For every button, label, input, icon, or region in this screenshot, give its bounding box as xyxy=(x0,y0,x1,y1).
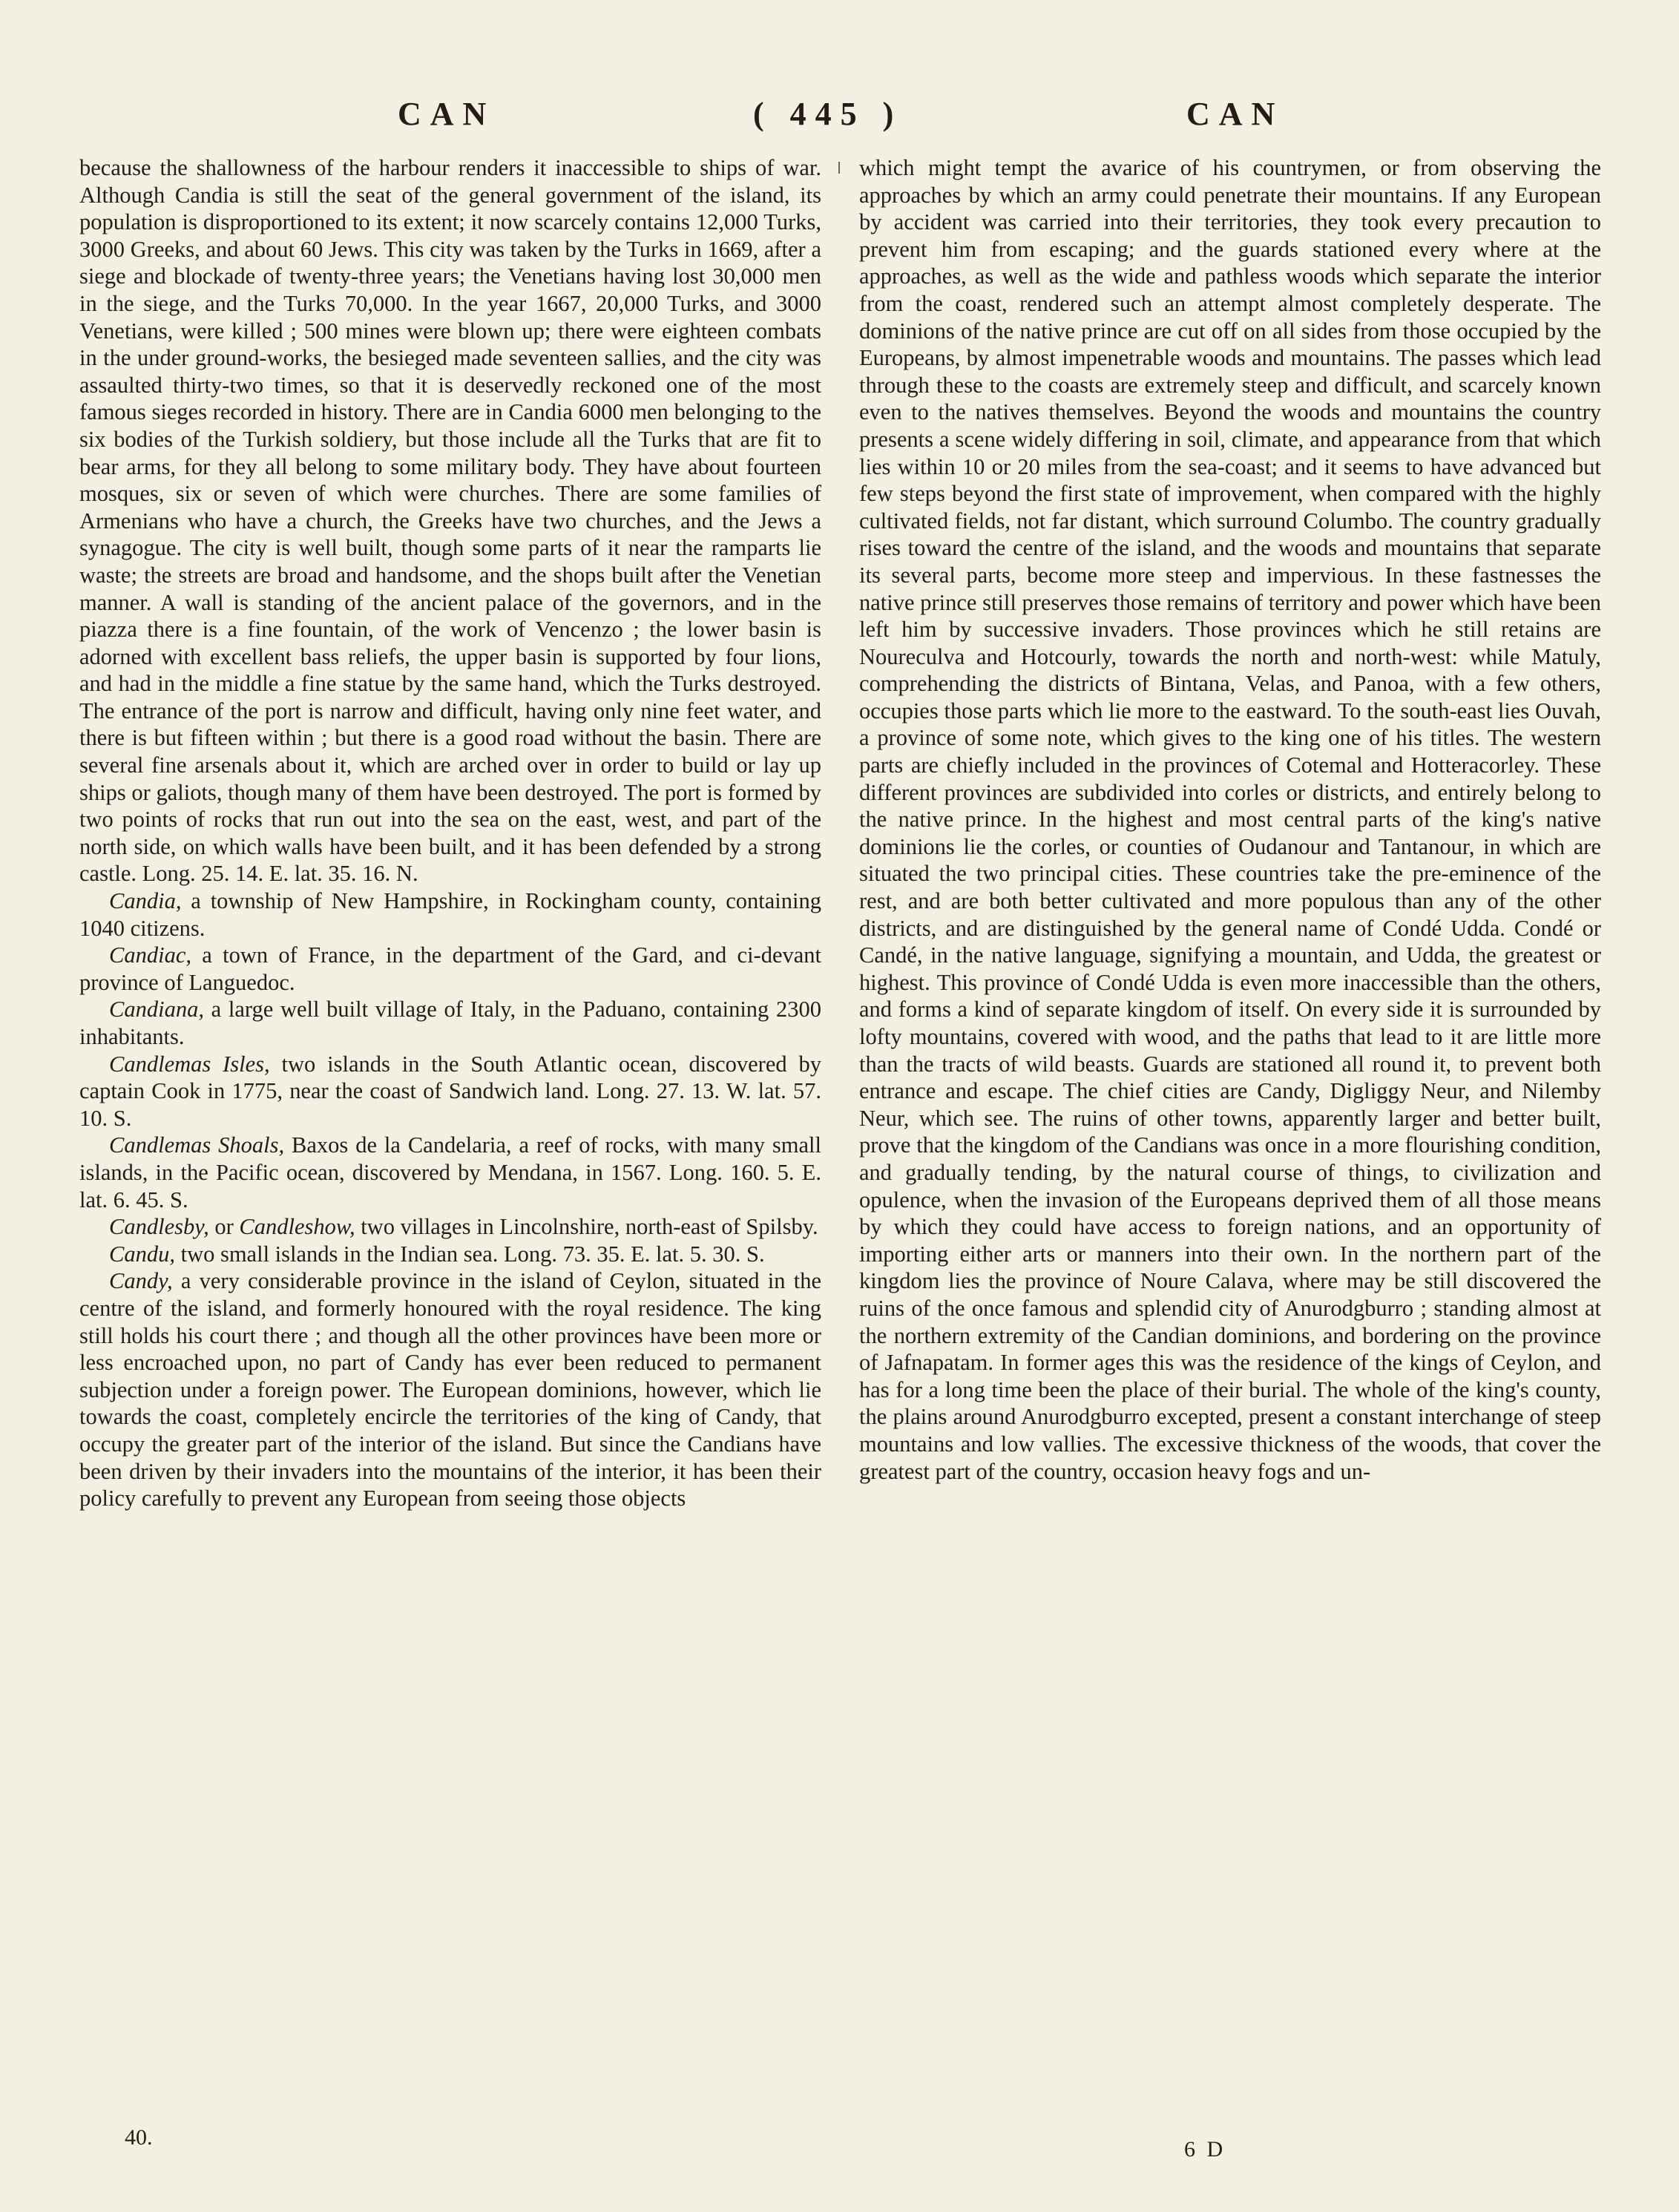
entry-term: Candlemas Shoals, xyxy=(109,1132,285,1158)
entry-term: Candy, xyxy=(109,1268,173,1294)
entry-text-alt: two villages in Lincolnshire, north-east of Spilsby. xyxy=(355,1214,818,1240)
entry-text: two small islands in the Indian sea. Long. 73. 35. E. lat. 5. 30. S. xyxy=(174,1241,765,1267)
entry-candia xyxy=(79,887,821,942)
entry-term: Candiana, xyxy=(109,997,204,1023)
entry-term: Candiac, xyxy=(109,942,191,968)
entry-text: a town of France, in the department of the Gard, and ci-devant province of Languedoc. xyxy=(79,942,821,995)
entry-term: Candlemas Isles, xyxy=(109,1051,270,1077)
entry-text: or xyxy=(208,1214,240,1240)
header-left: CAN xyxy=(398,96,496,132)
signature-mark-right: 6 D xyxy=(1184,2137,1226,2162)
entry-candiac xyxy=(79,942,821,996)
entry-candu xyxy=(79,1241,821,1268)
signature-mark-left: 40. xyxy=(125,2125,153,2150)
entry-text: Baxos de la Candelaria, a reef of rocks, with many small islands, in the Pacific ocean, discovered by Mendana, in 1567. Long. 160. 5. E. lat. 6. 45. S. xyxy=(79,1132,822,1212)
entry-term: Candu, xyxy=(109,1241,175,1267)
entry-text: a very considerable province in the island of Ceylon, situated in the centre of the island, and formerly honoured with the royal residence. The king still holds his court there ; and though all the other provinces have been more or less encroached upon, no part of Candy has ever been reduced to permanent subjection under a foreign power. The European dominions, however, which lie towards the coast, completely encircle the territories of the king of Candy, that occupy the greater part of the interior of the island. But since the Candians have been driven by their invaders into the mountains of the interior, it has been their policy carefully to prevent any European from seeing those objects xyxy=(79,1268,821,1512)
entry-candlesby xyxy=(79,1213,821,1241)
page-number: ( 445 ) xyxy=(753,96,903,132)
entry-text: two islands in the South Atlantic ocean, discovered by captain Cook in 1775, near the coast of Sandwich land. Long. 27. 13. W. lat. 57. 10. S. xyxy=(79,1051,821,1131)
candy-continuation-paragraph: which might tempt the avarice of his countrymen, or from observing the approaches by which an army could penetrate their mountains. If any European by accident was carried into their territories, they took every precaution to prevent him from escaping; and the guards stationed every where at the approaches, as well as the wide and pathless woods which separate the interior from the coast, rendered such an attempt almost completely desperate. The dominions of the native prince are cut off on all sides from those occupied by the Europeans, by almost impenetrable woods and mountains. The passes which lead through these to the coasts are extremely steep and difficult, and scarcely known even to the natives themselves. Beyond the woods and mountains the country presents a scene widely differing in soil, climate, and appearance from that which lies within 10 or 20 miles from the sea-coast; and it seems to have advanced but few steps beyond the first state of improvement, when compared with the highly cultivated fields, not far distant, which surround Columbo. The country gradually rises toward the centre of the island, and the woods and mountains that separate its several parts, become more steep and impervious. In these fastnesses the native prince still preserves those remains of territory and power which have been left him by successive invaders. Those provinces which he still retains are Noureculva and Hotcourly, towards the north and north-west: while Matuly, comprehending the districts of Bintana, Velas, and Panoa, with a few others, occupies those parts which lie more to the eastward. To the south-east lies Ouvah, a province of some note, which gives to the king one of his titles. The western parts are chiefly included in the provinces of Cotemal and Hotteracorley. These different provinces are subdivided into corles or districts, and entirely belong to the native prince. In the highest and most central parts of the king's native dominions lie the corles, or counties of Oudanour and Tantanour, in which are situated the two principal cities. These countries take the pre-eminence of the rest, and are both better cultivated and more populous than any of the other districts, and are distinguished by the general name of Condé Udda. Condé or Candé, in the native language, signifying a mountain, and Udda, the greatest or highest. This province of Condé Udda is even more inaccessible than the others, and forms a kind of separate kingdom of itself. On every side it is surrounded by lofty mountains, covered with wood, and the paths that lead to it are little more than the tracts of wild beasts. Guards are stationed all round it, to prevent both entrance and escape. The chief cities are Candy, Digliggy Neur, and Nilemby Neur, which see. The ruins of other towns, apparently larger and better built, prove that the kingdom of the Candians was once in a more flourishing condition, and gradually tending, by the natural course of things, to civilization and opulence, when the invasion of the Europeans deprived them of all those means by which they could have access to foreign nations, and an opportunity of importing either arts or manners into their own. In the northern part of the kingdom lies the province of Noure Calava, where may be still discovered the ruins of the once famous and splendid city of Anurodgburro ; standing almost at the northern extremity of the Candian dominions, and bordering on the province of Jafnapatam. In former ages this was the residence of the kings of Ceylon, and has for a long time been the place of their burial. The whole of the king's county, the plains around Anurodgburro excepted, present a constant interchange of steep mountains and low vallies. The excessive thickness of the woods, that cover the greatest part of the country, occasion heavy fogs and un- xyxy=(859,155,1601,1484)
entry-text: a township of New Hampshire, in Rockingham county, containing 1040 citizens. xyxy=(79,888,821,941)
right-column xyxy=(859,154,1601,1485)
entry-term: Candia, xyxy=(109,888,182,914)
entry-term-alt: Candleshow, xyxy=(239,1214,355,1240)
entry-candlemas-shoals xyxy=(79,1132,821,1213)
entry-candlemas-isles xyxy=(79,1051,821,1132)
entry-term: Candlesby, xyxy=(109,1214,209,1240)
header-right: CAN xyxy=(1186,96,1284,132)
entry-text: a large well built village of Italy, in the Paduano, containing 2300 inhabitants. xyxy=(79,997,821,1049)
entry-candiana xyxy=(79,996,821,1050)
left-column xyxy=(79,154,821,1512)
running-head xyxy=(0,95,1679,147)
column-rule xyxy=(838,162,840,174)
entry-candy xyxy=(79,1267,821,1512)
continuation-paragraph: because the shallowness of the harbour renders it inaccessible to ships of war. Although Candia is still the seat of the general government of the island, its population is disproportioned to its extent; it now scarcely contains 12,000 Turks, 3000 Greeks, and about 60 Jews. This city was taken by the Turks in 1669, after a siege and blockade of twenty-three years; the Venetians having lost 30,000 men in the siege, and the Turks 70,000. In the year 1667, 20,000 Turks, and 3000 Venetians, were killed ; 500 mines were blown up; there were eighteen combats in the under ground-works, the besieged made seventeen sallies, and the city was assaulted thirty-two times, so that it is deservedly reckoned one of the most famous sieges recorded in history. There are in Candia 6000 men belonging to the six bodies of the Turkish soldiery, but those include all the Turks that are fit to bear arms, for they all belong to some military body. They have about fourteen mosques, six or seven of which were churches. There are some families of Armenians who have a church, the Greeks have two churches, and the Jews a synagogue. The city is well built, though some parts of it near the ramparts lie waste; the streets are broad and handsome, and the shops built after the Venetian manner. A wall is standing of the ancient palace of the governors, and in the piazza there is a fine fountain, of the work of Vencenzo ; the lower basin is adorned with excellent bass reliefs, the upper basin is supported by four lions, and had in the middle a fine statue by the same hand, which the Turks destroyed. The entrance of the port is narrow and difficult, having only nine feet water, and there is but fifteen within ; but there is a good road without the basin. There are several fine arsenals about it, which are arched over in order to build or lay up ships or galiots, though many of them have been destroyed. The port is formed by two points of rocks that run out into the sea on the east, west, and part of the north side, on which walls have been built, and it has been defended by a strong castle. Long. 25. 14. E. lat. 35. 16. N. xyxy=(79,155,821,887)
